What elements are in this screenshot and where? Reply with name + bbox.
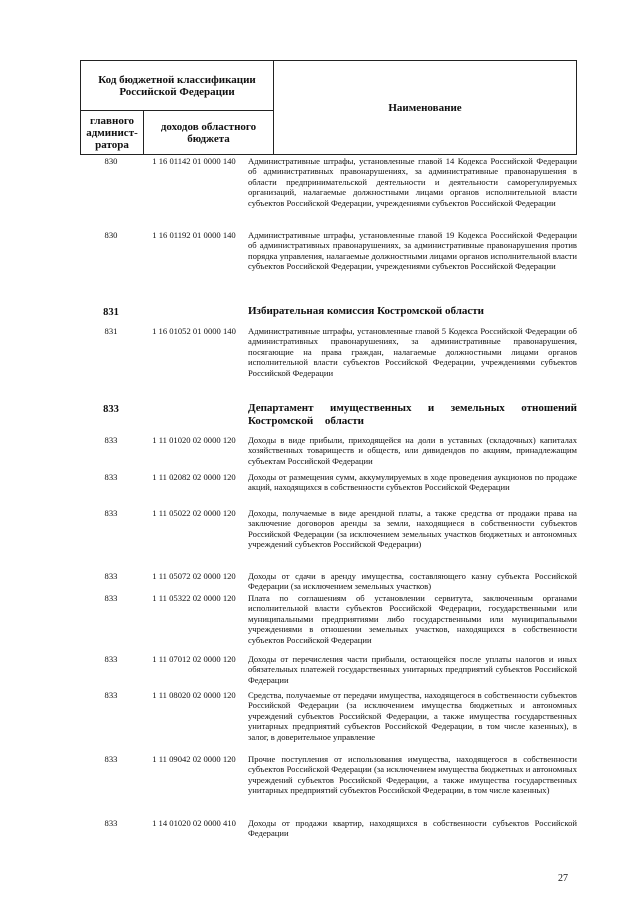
row-name: Административные штрафы, установленные главой 5 Кодекса Российской Федерации об административных правонарушениях, за административные правонарушения, посягающие на права граждан, налагаемые должностными лицами органов исполнительной власти субъектов Российской Федерации, учреждениями субъектов Российской Федерации bbox=[248, 326, 577, 378]
income-column-header: доходов областного бюджета bbox=[144, 111, 274, 155]
admin-code: 833 bbox=[104, 571, 118, 581]
row-name: Плата по соглашениям об установлении сервитута, заключенным органами исполнительной власти субъектов Российской Федерации, государственными или муниципальными предприятиями либо государственными или муниципальными учреждениями в отношении земельных участков, находящихся в собственности субъектов Российской Федерации bbox=[248, 593, 577, 645]
admin-code: 833 bbox=[104, 593, 118, 603]
section-title: Избирательная комиссия Костромской области bbox=[248, 305, 485, 317]
row-name: Административные штрафы, установленные главой 19 Кодекса Российской Федерации об административных правонарушениях, за административные правонарушения против порядка управления, налагаемые должностными лицами органов исполнительной власти субъектов Российской Федерации, учреждениями субъектов Российской Федерации bbox=[248, 230, 577, 272]
income-code: 1 11 09042 02 0000 120 bbox=[152, 754, 236, 764]
income-code: 1 16 01142 01 0000 140 bbox=[152, 156, 236, 166]
income-code: 1 14 01020 02 0000 410 bbox=[152, 818, 236, 828]
section-title: Департамент имущественных и земельных отношений Костромской области bbox=[248, 402, 577, 427]
admin-column-header: главного админист-ратора bbox=[81, 111, 144, 155]
admin-code: 833 bbox=[104, 435, 118, 445]
row-name: Средства, получаемые от передачи имущества, находящегося в собственности субъектов Российской Федерации (за исключением имущества бюджетных и автономных учреждений субъектов Российской Федерации, а также имущества государственных унитарных предприятий субъектов Российской Федерации, в том числе казенных), в залог, в доверительное управление bbox=[248, 690, 577, 742]
income-code: 1 11 05072 02 0000 120 bbox=[152, 571, 236, 581]
page-number: 27 bbox=[558, 873, 568, 884]
row-name: Административные штрафы, установленные главой 14 Кодекса Российской Федерации об административных правонарушениях, за административные правонарушения в области предпринимательской деятельности и деятельности саморегулируемых организаций, налагаемые должностными лицами органов исполнительной власти субъектов Российской Федерации, учреждениями субъектов Российской Федерации bbox=[248, 156, 577, 208]
income-code: 1 16 01192 01 0000 140 bbox=[152, 230, 236, 240]
admin-code: 833 bbox=[104, 690, 118, 700]
name-column-header: Наименование bbox=[274, 61, 577, 155]
row-name: Доходы в виде прибыли, приходящейся на доли в уставных (складочных) капиталах хозяйственных товариществ и обществ, или дивидендов по акциям, принадлежащим субъектам Российской Федерации bbox=[248, 435, 577, 466]
row-name: Доходы от перечисления части прибыли, остающейся после уплаты налогов и иных обязательных платежей государственных унитарных предприятий субъектов Российской Федерации bbox=[248, 654, 577, 685]
admin-code: 831 bbox=[104, 326, 118, 336]
income-code: 1 11 05022 02 0000 120 bbox=[152, 508, 236, 518]
income-code: 1 11 08020 02 0000 120 bbox=[152, 690, 236, 700]
table-header bbox=[80, 60, 577, 155]
row-name: Прочие поступления от использования имущества, находящегося в собственности субъектов Российской Федерации (за исключением имущества бюджетных и автономных учреждений субъектов Российской Федерации, а также имущества государственных унитарных предприятий субъектов Российской Федерации, в том числе казенных) bbox=[248, 754, 577, 796]
row-name: Доходы, получаемые в виде арендной платы, а также средства от продажи права на заключение договоров аренды за земли, находящиеся в собственности субъектов Российской Федерации (за исключением земельных участков бюджетных и автономных учреждений субъектов Российской Федерации) bbox=[248, 508, 577, 550]
admin-code: 833 bbox=[104, 508, 118, 518]
income-code: 1 16 01052 01 0000 140 bbox=[152, 326, 236, 336]
admin-code: 833 bbox=[103, 404, 119, 415]
income-code: 1 11 07012 02 0000 120 bbox=[152, 654, 236, 664]
income-code: 1 11 01020 02 0000 120 bbox=[152, 435, 236, 445]
admin-code: 830 bbox=[104, 156, 118, 166]
admin-code: 833 bbox=[104, 654, 118, 664]
admin-code: 830 bbox=[104, 230, 118, 240]
row-name: Доходы от сдачи в аренду имущества, составляющего казну субъекта Российской Федерации (за исключением земельных участков) bbox=[248, 571, 577, 592]
admin-code: 833 bbox=[104, 818, 118, 828]
code-group-header: Код бюджетной классификации Российской Федерации bbox=[81, 61, 274, 111]
admin-code: 831 bbox=[103, 307, 119, 318]
row-name: Доходы от размещения сумм, аккумулируемых в ходе проведения аукционов по продаже акций, находящихся в собственности субъектов Российской Федерации bbox=[248, 472, 577, 493]
income-code: 1 11 02082 02 0000 120 bbox=[152, 472, 236, 482]
admin-code: 833 bbox=[104, 472, 118, 482]
income-code: 1 11 05322 02 0000 120 bbox=[152, 593, 236, 603]
admin-code: 833 bbox=[104, 754, 118, 764]
row-name: Доходы от продажи квартир, находящихся в собственности субъектов Российской Федерации bbox=[248, 818, 577, 839]
